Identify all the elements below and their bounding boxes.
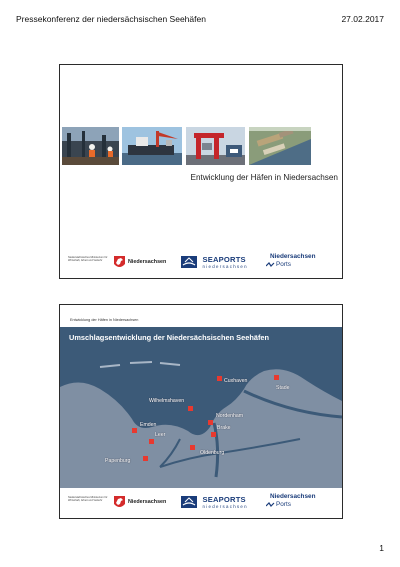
port-marker-papenburg <box>143 456 148 461</box>
port-marker-wilhelmshaven <box>188 406 193 411</box>
seaports-emblem-icon <box>181 256 197 268</box>
niedersachsen-ports-logo <box>270 253 315 269</box>
city-label-brake: Brake <box>217 425 231 431</box>
slide-2 <box>59 304 343 519</box>
slide-2-footer <box>60 488 342 518</box>
nports-line-2: Ports <box>276 501 291 508</box>
city-label-nordenham: Nordenham <box>216 413 244 419</box>
seaports-wordmark: SEAPORTS <box>202 495 246 504</box>
ministry-text: Niedersächsisches Ministerium für Wirtschaft, Arbeit und Verkehr <box>68 496 108 503</box>
wave-icon <box>266 262 275 268</box>
city-label-wilhelmshaven: Wilhelmshaven <box>149 398 185 404</box>
nports-line-2: Ports <box>276 261 291 268</box>
ministry-text: Niedersächsisches Ministerium für Wirtschaft, Arbeit und Verkehr <box>68 256 108 263</box>
seaports-logo <box>181 256 248 274</box>
port-marker-brake <box>211 432 216 437</box>
port-marker-oldenburg <box>190 445 195 450</box>
slide-2-header <box>60 305 342 327</box>
page-number: 1 <box>379 543 384 553</box>
horse-crest-icon <box>113 255 126 270</box>
niedersachsen-ports-logo <box>270 493 315 509</box>
city-label-leer: Leer <box>155 432 166 438</box>
state-name: Niedersachsen <box>128 499 167 505</box>
seaports-subtitle: niedersachsen <box>202 504 248 509</box>
port-map <box>60 327 342 488</box>
seaports-logo <box>181 496 248 514</box>
nports-line-1: Niedersachsen <box>270 253 316 260</box>
port-marker-stade <box>274 375 279 380</box>
port-marker-emden <box>132 428 137 433</box>
seaports-subtitle: niedersachsen <box>202 264 248 269</box>
slide-1-title: Entwicklung der Häfen in Niedersachsen <box>190 173 338 182</box>
state-name: Niedersachsen <box>128 259 167 265</box>
city-label-cuxhaven: Cuxhaven <box>224 378 248 384</box>
document-date: 27.02.2017 <box>341 14 384 24</box>
red-crane-photo <box>186 127 245 165</box>
city-label-emden: Emden <box>140 422 157 428</box>
city-label-stade: Stade <box>276 385 290 391</box>
slide-2-title: Umschlagsentwicklung der Niedersächsischen Seehäfen <box>69 333 270 342</box>
aerial-port-photo <box>249 127 311 165</box>
wave-icon <box>266 502 275 508</box>
slide-1 <box>59 64 343 279</box>
document-title: Pressekonferenz der niedersächsischen Seehäfen <box>16 14 206 24</box>
port-marker-leer <box>149 439 154 444</box>
city-label-oldenburg: Oldenburg <box>200 450 225 456</box>
city-label-papenburg: Papenburg <box>105 458 131 464</box>
port-workers-photo <box>62 127 119 165</box>
seaports-emblem-icon <box>181 496 197 508</box>
port-marker-cuxhaven <box>217 376 222 381</box>
port-marker-nordenham <box>208 420 213 425</box>
slide-1-footer <box>60 248 342 278</box>
nports-line-1: Niedersachsen <box>270 493 316 500</box>
horse-crest-icon <box>113 495 126 510</box>
ship-crane-photo <box>122 127 182 165</box>
seaports-wordmark: SEAPORTS <box>202 255 246 264</box>
slide-2-header-text: Entwicklung der Häfen in Niedersachsen <box>70 318 139 322</box>
